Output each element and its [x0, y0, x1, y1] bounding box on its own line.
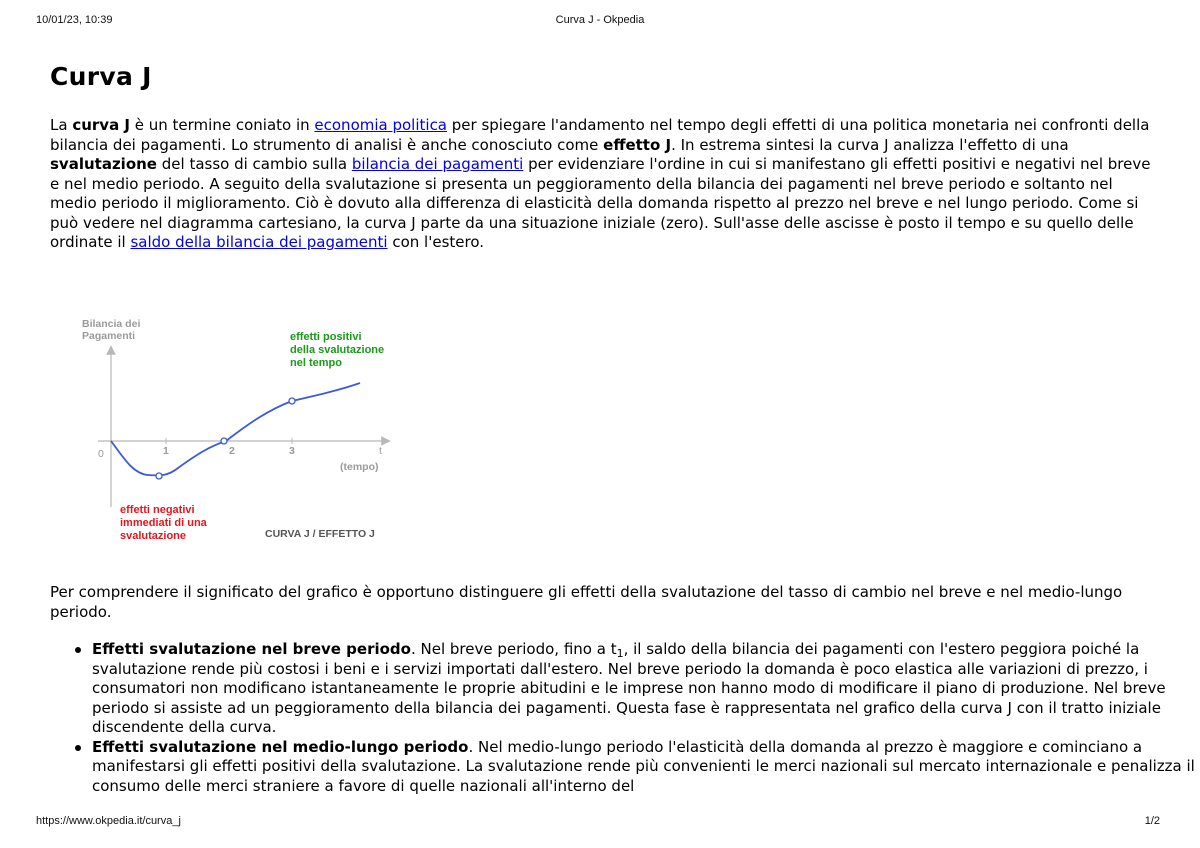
page-title: Curva J [50, 62, 152, 91]
intro-text: per evidenziare l'ordine in cui si manifestano gli effetti positivi e negativi nel breve e nel medio periodo. A seguito della svalutazione si presenta un peggioramento della bilancia dei pagamenti nel breve periodo e soltanto nel medio periodo il miglioramento. Ciò è dovuto alla differenza di elasticità della domanda rispetto al prezzo nel breve e nel lungo periodo. Come si può vedere nel diagramma cartesiano, la curva J parte da una situazione iniziale (zero). Sull'asse delle ascisse è posto il tempo e su quello delle ordinate il [50, 155, 1151, 251]
positive-effects-label: effetti positivi [290, 331, 362, 343]
intro-text: del tasso di cambio sulla [156, 155, 352, 173]
subscript: 1 [616, 647, 624, 660]
print-page-title: Curva J - Okpedia [555, 14, 645, 26]
intro-text: è un termine coniato in [130, 116, 315, 134]
positive-effects-label: della svalutazione [290, 344, 385, 356]
list-item-heading: Effetti svalutazione nel breve periodo [92, 640, 411, 658]
print-page-number: 1/2 [1144, 815, 1160, 827]
intro-text: La [50, 116, 73, 134]
x-tick-label-2: 2 [229, 445, 235, 457]
link-economia-politica[interactable]: economia politica [314, 116, 448, 134]
y-axis-label: Pagamenti [82, 330, 136, 342]
list-item-heading: Effetti svalutazione nel medio-lungo periodo [92, 737, 469, 756]
negative-effects-label: svalutazione [120, 530, 187, 542]
x-tick-label-1: 1 [163, 445, 169, 457]
j-curve-diagram [78, 312, 408, 547]
curve-point-t2 [221, 438, 227, 444]
intro-text: . In estrema sintesi la curva J analizza l'effetto di una [671, 135, 1069, 154]
negative-effects-label: immediati di una [120, 517, 207, 529]
bullet-dot [75, 745, 81, 751]
print-url: https://www.okpedia.it/curva_j [36, 815, 181, 827]
origin-label: 0 [98, 448, 104, 460]
list-item [92, 640, 1197, 738]
print-datetime: 10/01/23, 10:39 [36, 14, 113, 26]
link-bilancia-dei-pagamenti[interactable]: bilancia dei pagamenti [351, 155, 524, 173]
explanation-paragraph: Per comprendere il significato del grafico è opportuno distinguere gli effetti della svalutazione del tasso di cambio nel breve e nel medio-lungo periodo. [50, 583, 1123, 621]
intro-paragraph [50, 116, 1160, 253]
list-item-text: , il saldo della bilancia dei pagamenti con l'estero peggiora poiché la svalutazione rende più costosi i beni e i servizi importati dall'estero. Nel breve periodo la domanda è poco elastica alle variazioni di prezzo, i consumatori non modificano istantaneamente le proprie abitudini e le imprese non hanno modo di modificare il piano di produzione. Nel breve periodo si assiste ad un peggioramento della bilancia dei pagamenti. Questa fase è rappresentata nel grafico della curva J con il tratto iniziale discendente della curva. [92, 640, 1166, 736]
x-axis-label: t [379, 445, 382, 457]
positive-effects-label: nel tempo [290, 357, 342, 369]
j-curve-figure [78, 312, 408, 547]
list-item-text: . Nel medio-lungo periodo l'elasticità della domanda al prezzo è maggiore e cominciano a manifestarsi gli effetti positivi della svalutazione. La svalutazione rende più convenienti le merci nazionali sul mercato internazionale e penalizza il consumo delle merci straniere a favore di quelle nazionali all'interno del [92, 737, 1195, 795]
bullet-dot [75, 647, 81, 653]
x-tick-label-3: 3 [289, 445, 295, 457]
term-effetto-j: effetto J [603, 135, 672, 154]
negative-effects-label: effetti negativi [120, 504, 195, 516]
figure-caption: CURVA J / EFFETTO J [265, 528, 375, 540]
link-saldo-bilancia[interactable]: saldo della bilancia dei pagamenti [130, 233, 388, 251]
y-axis-label: Bilancia dei [82, 318, 141, 330]
intro-text: per spiegare l'andamento nel tempo degli effetti di una politica monetaria nei confronti della bilancia dei pagamenti. Lo strumento di analisi è anche conosciuto come [50, 116, 1150, 154]
term-svalutazione: svalutazione [50, 155, 157, 173]
list-item-text: . Nel breve periodo, fino a t [410, 640, 617, 658]
curve-point-t1 [156, 473, 162, 479]
curve-point-t3 [289, 398, 295, 404]
term-curva-j: curva J [72, 116, 130, 134]
j-curve-line [111, 383, 360, 475]
list-item [92, 738, 1197, 797]
x-axis-sublabel: (tempo) [340, 461, 379, 473]
effects-list [50, 640, 1197, 796]
intro-text: con l'estero. [387, 233, 485, 251]
